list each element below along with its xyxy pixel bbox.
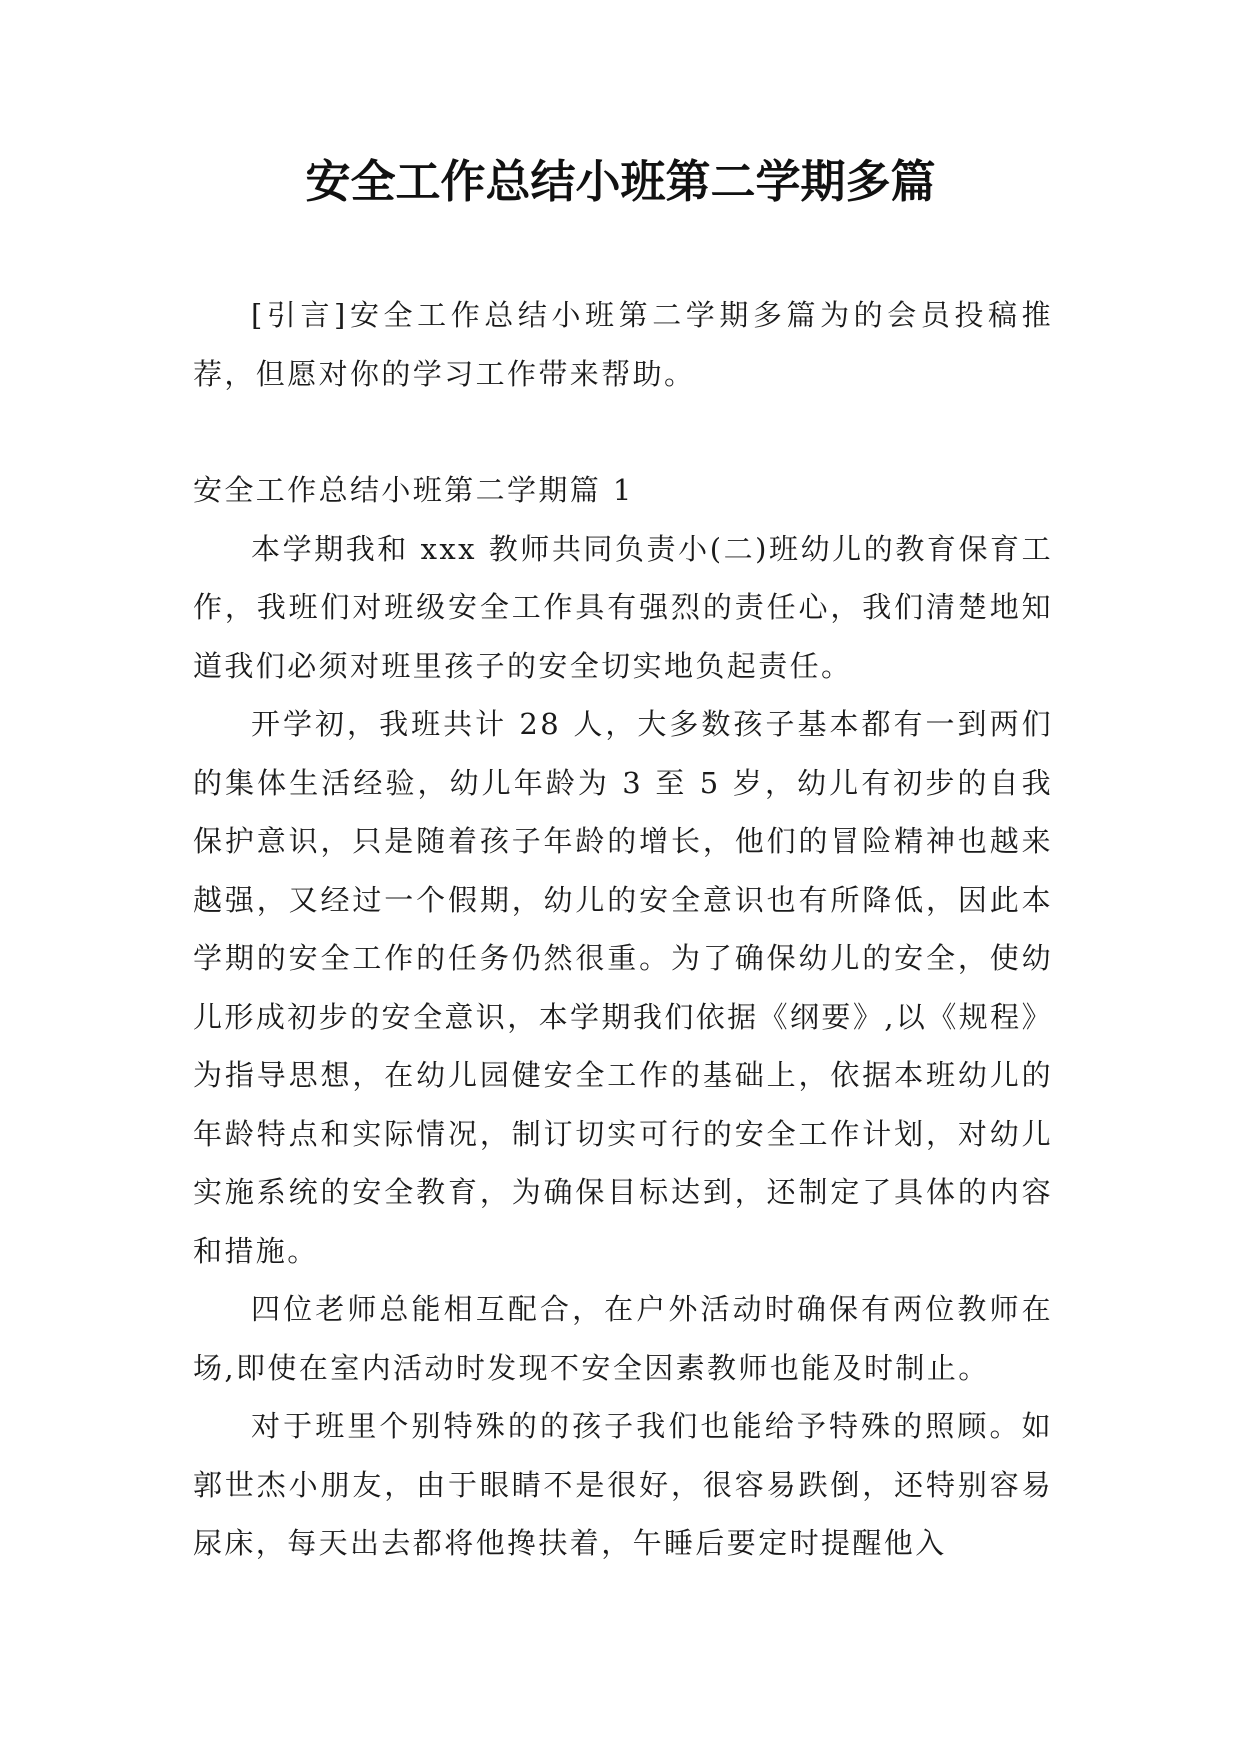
section-heading: 安全工作总结小班第二学期篇 1: [193, 473, 634, 507]
body-paragraph: 开学初，我班共计 28 人，大多数孩子基本都有一到两们的集体生活经验，幼儿年龄为 3 至 5 岁，幼儿有初步的自我保护意识，只是随着孩子年龄的增长，他们的冒险精神也越来越强，又经过一个假期，幼儿的安全意识也有所降低，因此本学期的安全工作的任务仍然很重。为了确保幼儿的安全，使幼儿形成初步的安全意识，本学期我们依据《纲要》,以《规程》为指导思想，在幼儿园健安全工作的基础上，依据本班幼儿的年龄特点和实际情况，制订切实可行的安全工作计划，对幼儿实施系统的安全教育，为确保目标达到，还制定了具体的内容和措施。: [193, 707, 1053, 1268]
body-paragraph: 四位老师总能相互配合，在户外活动时确保有两位教师在场,即使在室内活动时发现不安全因素教师也能及时制止。: [193, 1292, 1053, 1385]
intro-paragraph: [引言]安全工作总结小班第二学期多篇为的会员投稿推荐，但愿对你的学习工作带来帮助。: [193, 298, 1053, 391]
document-title: 安全工作总结小班第二学期多篇: [305, 155, 936, 208]
document-body: [193, 286, 1053, 1573]
body-paragraph: 本学期我和 xxx 教师共同负责小(二)班幼儿的教育保育工作，我班们对班级安全工作具有强烈的责任心，我们清楚地知道我们必须对班里孩子的安全切实地负起责任。: [193, 531, 1053, 683]
body-paragraph: 对于班里个别特殊的的孩子我们也能给予特殊的照顾。如郭世杰小朋友，由于眼睛不是很好，很容易跌倒，还特别容易尿床，每天出去都将他搀扶着，午睡后要定时提醒他入: [193, 1409, 1053, 1560]
